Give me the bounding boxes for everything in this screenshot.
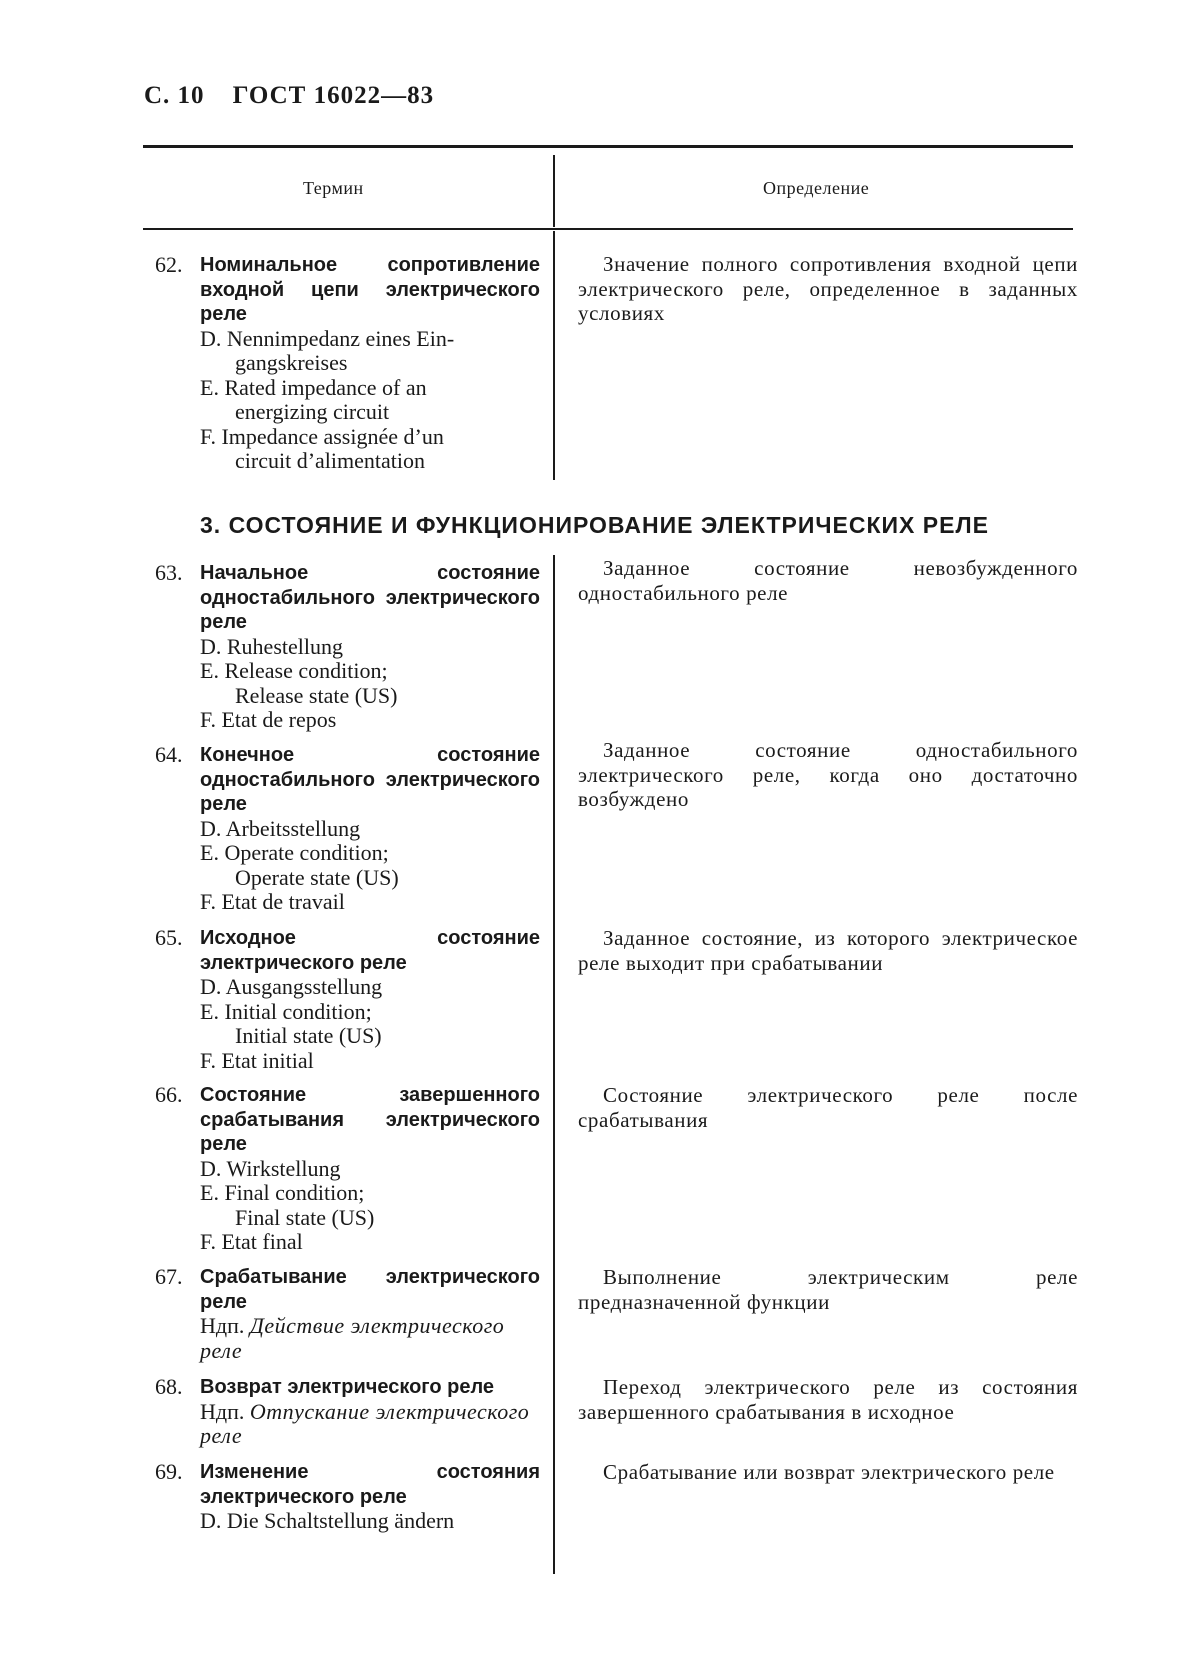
deprecated-term <box>200 1314 540 1363</box>
entry-number: 69. <box>155 1459 183 1484</box>
term-french: F. Etat de repos <box>200 707 337 732</box>
term-english: E. Final condition; <box>200 1180 365 1205</box>
term-title: Срабатывание электрического реле <box>200 1266 540 1313</box>
term-german: D. Wirkstellung <box>200 1155 341 1181</box>
definition-66: Состояние электрического реле после срабатывания <box>578 1083 1078 1132</box>
term-title: Номинальное сопротивление входной цепи электрического реле <box>200 254 540 325</box>
column-divider <box>553 231 555 480</box>
term-english: E. Initial condition; <box>200 998 372 1024</box>
term-entry-64 <box>155 743 540 915</box>
definition-65: Заданное состояние, из которого электрическое реле выходит при срабатывании <box>578 926 1078 975</box>
definition-62: Значение полного сопротивления входной цепи электрического реле, определенное в заданных условиях <box>578 252 1078 325</box>
term-english: E. Rated impedance of an <box>200 374 427 400</box>
term-french: F. Etat initial <box>200 1047 314 1073</box>
deprecated-label: Ндп. <box>200 1398 245 1424</box>
term-title: Конечное состояние одностабильного электрического реле <box>200 744 540 815</box>
term-title: Начальное состояние одностабильного электрического реле <box>200 562 540 633</box>
entry-number: 62. <box>155 252 183 277</box>
entry-number: 64. <box>155 742 183 767</box>
section-title: 3. СОСТОЯНИЕ И ФУНКЦИОНИРОВАНИЕ ЭЛЕКТРИЧЕСКИХ РЕЛЕ <box>200 512 989 538</box>
term-entry-63 <box>155 561 540 733</box>
term-english-cont: Release state (US) <box>235 682 398 708</box>
term-title: Состояние завершенного срабатывания электрического реле <box>200 1084 540 1155</box>
standard-number: ГОСТ 16022—83 <box>232 82 435 109</box>
term-entry-65 <box>155 926 540 1073</box>
entry-number: 66. <box>155 1082 183 1107</box>
deprecated-term-text: Отпускание электрического реле <box>200 1398 530 1448</box>
page-header <box>144 82 434 110</box>
term-english: E. Release condition; <box>200 658 388 683</box>
column-divider <box>553 155 555 227</box>
deprecated-term-text: Действие электрического реле <box>200 1313 505 1363</box>
term-english-cont: Final state (US) <box>235 1204 375 1230</box>
column-header-terms: Термин <box>303 178 364 198</box>
deprecated-label: Ндп. <box>200 1313 245 1338</box>
term-english: E. Operate condition; <box>200 840 389 865</box>
term-entry-66 <box>155 1083 540 1255</box>
term-title: Изменение состояния электрического реле <box>200 1461 540 1508</box>
term-title: Возврат электрического реле <box>200 1376 495 1398</box>
column-divider <box>553 555 555 1574</box>
term-german: D. Die Schaltstellung ändern <box>200 1508 455 1533</box>
entry-number: 63. <box>155 560 183 585</box>
column-header-definitions: Определение <box>763 178 870 198</box>
term-french-cont: circuit d’alimentation <box>235 448 425 473</box>
term-english-cont: Initial state (US) <box>235 1023 382 1048</box>
term-english-cont: energizing circuit <box>235 399 390 424</box>
definition-69: Срабатывание или возврат электрического реле <box>603 1460 1055 1484</box>
term-title: Исходное состояние электрического реле <box>200 927 540 974</box>
entry-number: 68. <box>155 1374 183 1399</box>
definition-63: Заданное состояние невозбужденного одностабильного реле <box>578 556 1078 605</box>
entry-number: 67. <box>155 1264 183 1289</box>
term-entry-69 <box>155 1460 540 1534</box>
entry-number: 65. <box>155 925 183 950</box>
term-french: F. Etat de travail <box>200 889 345 914</box>
term-entry-62 <box>155 253 540 474</box>
term-french: F. Etat final <box>200 1229 303 1254</box>
definition-68: Переход электрического реле из состояния завершенного срабатывания в исходное <box>578 1375 1078 1424</box>
page-number: С. 10 <box>144 82 205 109</box>
term-german: D. Ruhestellung <box>200 633 343 659</box>
term-entry-67 <box>155 1265 540 1363</box>
term-entry-68 <box>155 1375 540 1449</box>
definition-67: Выполнение электрическим реле предназначенной функции <box>578 1265 1078 1314</box>
term-english-cont: Operate state (US) <box>235 864 399 890</box>
table-header-rule <box>143 228 1073 230</box>
term-french: F. Impedance assignée d’un <box>200 423 444 449</box>
definition-64: Заданное состояние одностабильного электрического реле, когда оно достаточно возбуждено <box>578 738 1078 811</box>
term-german-cont: gangskreises <box>235 350 348 375</box>
term-german: D. Ausgangsstellung <box>200 974 383 999</box>
term-german: D. Nennimpedanz eines Ein- <box>200 325 455 351</box>
term-german: D. Arbeitsstellung <box>200 815 361 841</box>
table-top-rule <box>143 145 1073 148</box>
deprecated-term <box>200 1400 540 1449</box>
